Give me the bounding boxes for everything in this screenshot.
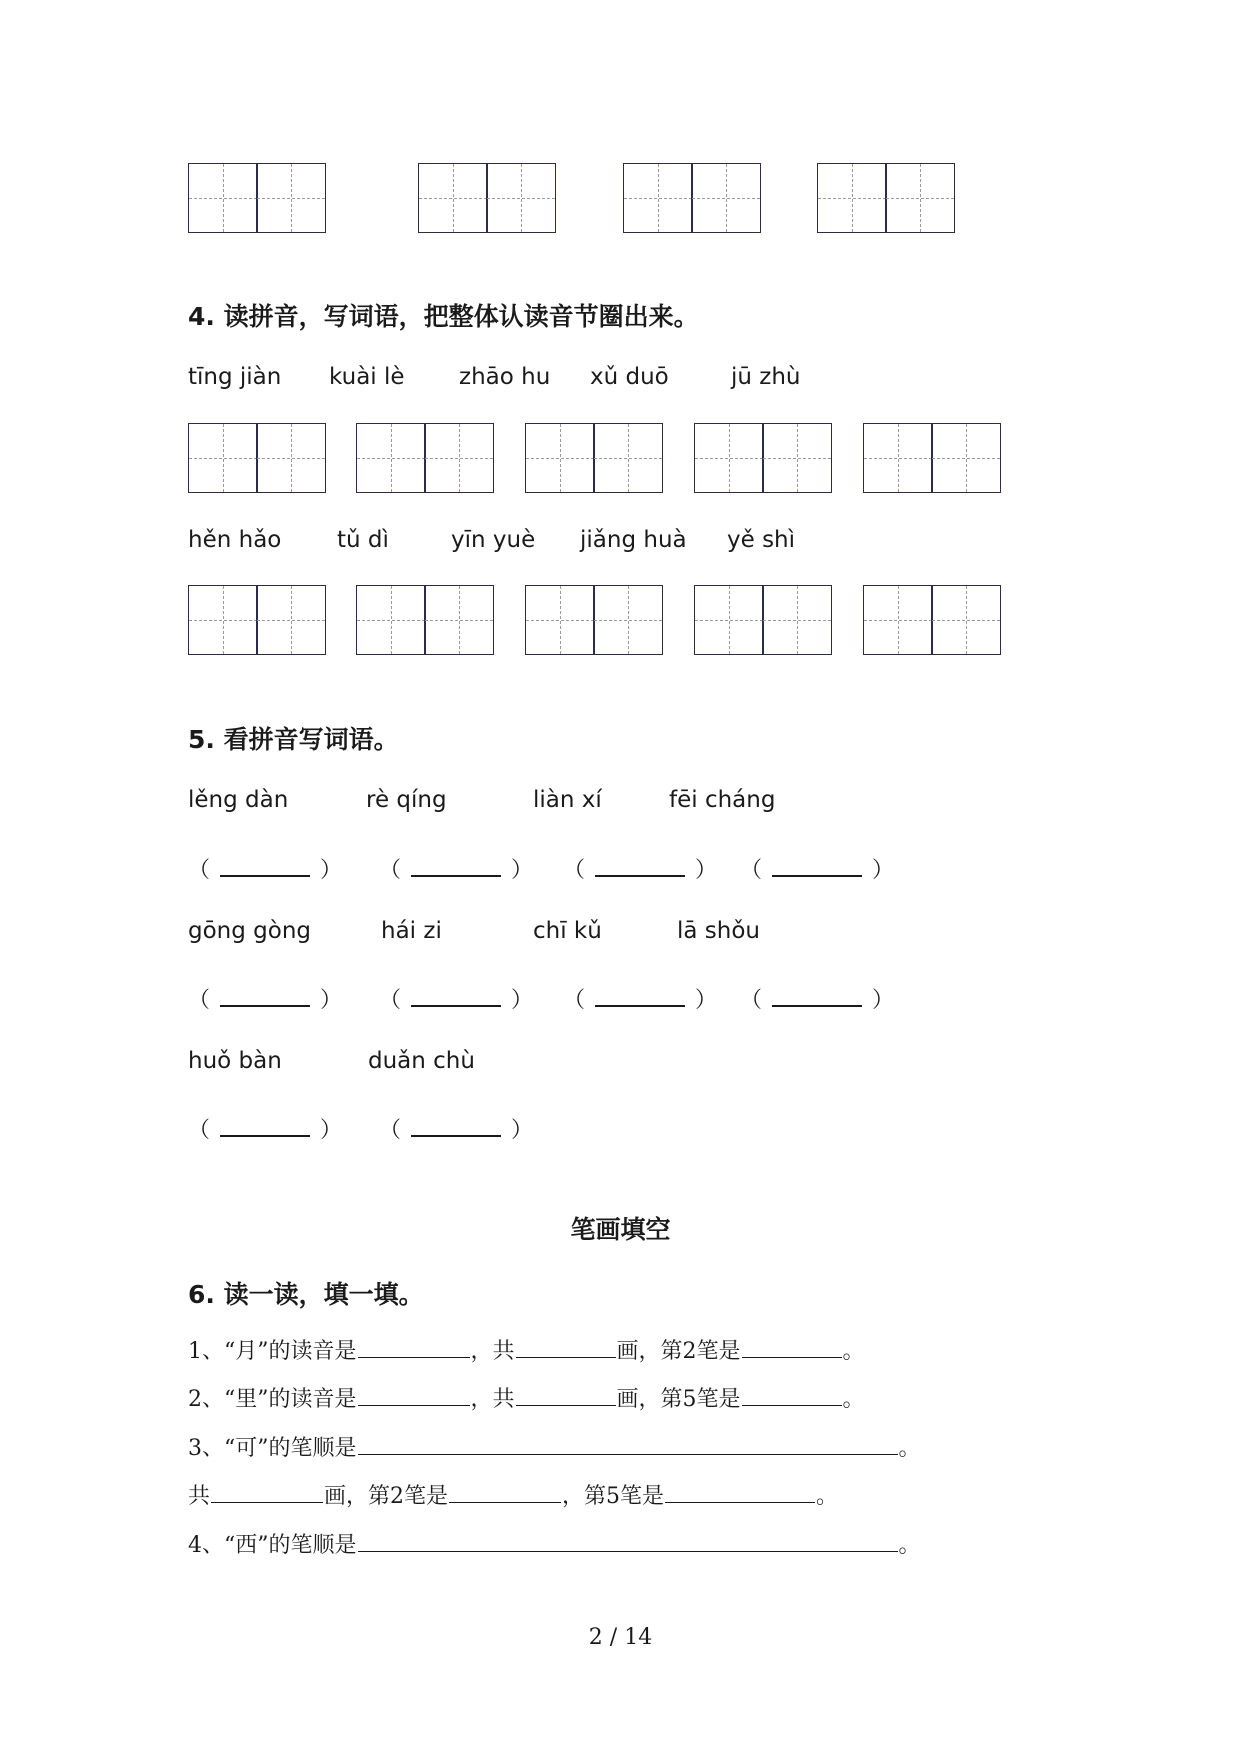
item-text: 1、“月”的读音是	[188, 1339, 357, 1364]
fill-blank[interactable]	[742, 1391, 842, 1406]
open-paren: （	[188, 1118, 211, 1143]
answer-blank[interactable]	[379, 983, 533, 1014]
answer-blank[interactable]	[188, 983, 342, 1014]
item-text: 。	[842, 1387, 865, 1412]
answer-line[interactable]	[411, 993, 501, 1007]
grid-cell[interactable]	[694, 423, 764, 493]
fill-blank[interactable]	[516, 1391, 616, 1406]
answer-line[interactable]	[772, 863, 862, 877]
grid-cell[interactable]	[931, 585, 1001, 655]
grid-cell[interactable]	[694, 585, 764, 655]
pinyin-word: chī kǔ	[533, 918, 602, 944]
open-paren: （	[563, 858, 586, 883]
tianzige-top-2[interactable]	[418, 163, 556, 233]
answer-blank[interactable]	[563, 853, 717, 884]
fill-blank[interactable]	[665, 1488, 815, 1503]
pinyin-word: kuài lè	[329, 364, 405, 390]
question-6-title: 6. 读一读，填一填。	[188, 1280, 424, 1309]
grid-cell[interactable]	[885, 163, 955, 233]
close-paren: ）	[695, 988, 718, 1013]
item-text: 共	[188, 1484, 211, 1509]
grid-cell[interactable]	[593, 585, 663, 655]
question-4-title: 4. 读拼音，写词语，把整体认读音节圈出来。	[188, 302, 699, 331]
grid-cell[interactable]	[188, 163, 258, 233]
answer-blank[interactable]	[740, 983, 894, 1014]
answer-line[interactable]	[595, 993, 685, 1007]
answer-blank[interactable]	[563, 983, 717, 1014]
close-paren: ）	[320, 858, 343, 883]
grid-cell[interactable]	[188, 423, 258, 493]
fill-blank[interactable]	[211, 1488, 323, 1503]
grid-cell[interactable]	[691, 163, 761, 233]
item-text: 画，第5笔是	[616, 1387, 741, 1412]
grid-cell[interactable]	[762, 585, 832, 655]
fill-blank[interactable]	[449, 1488, 561, 1503]
question-5-title: 5. 看拼音写词语。	[188, 725, 399, 754]
close-paren: ）	[320, 988, 343, 1013]
tianzige-q4-r1-1[interactable]	[188, 423, 326, 493]
tianzige-q4-r1-4[interactable]	[694, 423, 832, 493]
answer-line[interactable]	[411, 863, 501, 877]
answer-line[interactable]	[220, 1123, 310, 1137]
fill-item-3	[188, 1431, 921, 1462]
tianzige-q4-r1-2[interactable]	[356, 423, 494, 493]
answer-blank[interactable]	[188, 853, 342, 884]
item-text: 。	[816, 1484, 839, 1509]
grid-cell[interactable]	[817, 163, 887, 233]
pinyin-word: yě shì	[727, 527, 796, 553]
answer-line[interactable]	[220, 863, 310, 877]
fill-item-4	[188, 1528, 921, 1559]
grid-cell[interactable]	[188, 585, 258, 655]
grid-cell[interactable]	[863, 423, 933, 493]
close-paren: ）	[695, 858, 718, 883]
tianzige-top-3[interactable]	[623, 163, 761, 233]
grid-cell[interactable]	[356, 423, 426, 493]
answer-blank[interactable]	[379, 1113, 533, 1144]
tianzige-q4-r2-5[interactable]	[863, 585, 1001, 655]
pinyin-word: hái zi	[381, 918, 442, 944]
pinyin-word: fēi cháng	[669, 787, 776, 813]
grid-cell[interactable]	[424, 423, 494, 493]
close-paren: ）	[511, 988, 534, 1013]
grid-cell[interactable]	[486, 163, 556, 233]
fill-blank[interactable]	[516, 1343, 616, 1358]
pinyin-word: liàn xí	[533, 787, 602, 813]
page-number: 2 / 14	[588, 1625, 653, 1650]
item-text: 画，第2笔是	[324, 1484, 449, 1509]
item-text: ，共	[470, 1387, 515, 1412]
open-paren: （	[379, 1118, 402, 1143]
grid-cell[interactable]	[418, 163, 488, 233]
tianzige-top-4[interactable]	[817, 163, 955, 233]
pinyin-word: jiǎng huà	[580, 527, 687, 553]
pinyin-word: lěng dàn	[188, 787, 289, 813]
answer-line[interactable]	[772, 993, 862, 1007]
tianzige-q4-r1-5[interactable]	[863, 423, 1001, 493]
close-paren: ）	[872, 988, 895, 1013]
pinyin-word: gōng gòng	[188, 918, 312, 944]
grid-cell[interactable]	[525, 585, 595, 655]
pinyin-word: zhāo hu	[459, 364, 551, 390]
tianzige-top-1[interactable]	[188, 163, 326, 233]
pinyin-word: xǔ duō	[590, 364, 669, 390]
pinyin-word: tǔ dì	[337, 527, 389, 553]
fill-blank[interactable]	[742, 1343, 842, 1358]
pinyin-word: yīn yuè	[451, 527, 536, 553]
fill-blank[interactable]	[358, 1440, 898, 1455]
pinyin-word: rè qíng	[366, 787, 447, 813]
open-paren: （	[740, 988, 763, 1013]
item-text: 4、“西”的笔顺是	[188, 1533, 357, 1558]
tianzige-q4-r2-3[interactable]	[525, 585, 663, 655]
open-paren: （	[563, 988, 586, 1013]
grid-cell[interactable]	[256, 423, 326, 493]
fill-item-1	[188, 1334, 865, 1365]
fill-item-2	[188, 1382, 865, 1413]
open-paren: （	[379, 858, 402, 883]
answer-blank[interactable]	[740, 853, 894, 884]
pinyin-word: tīng jiàn	[188, 364, 282, 390]
open-paren: （	[379, 988, 402, 1013]
tianzige-q4-r1-3[interactable]	[525, 423, 663, 493]
item-text: ，第5笔是	[562, 1484, 665, 1509]
answer-line[interactable]	[220, 993, 310, 1007]
grid-cell[interactable]	[424, 585, 494, 655]
grid-cell[interactable]	[356, 585, 426, 655]
item-text: 3、“可”的笔顺是	[188, 1436, 357, 1461]
item-text: 2、“里”的读音是	[188, 1387, 357, 1412]
pinyin-word: lā shǒu	[677, 918, 761, 944]
fill-blank[interactable]	[358, 1537, 898, 1552]
fill-item-3-line-2	[188, 1479, 838, 1510]
grid-cell[interactable]	[863, 585, 933, 655]
grid-cell[interactable]	[931, 423, 1001, 493]
tianzige-q4-r2-1[interactable]	[188, 585, 326, 655]
pinyin-word: duǎn chù	[368, 1048, 475, 1074]
grid-cell[interactable]	[593, 423, 663, 493]
close-paren: ）	[872, 858, 895, 883]
fill-blank[interactable]	[358, 1343, 470, 1358]
item-text: ，共	[470, 1339, 515, 1364]
item-text: 。	[898, 1533, 921, 1558]
close-paren: ）	[511, 858, 534, 883]
pinyin-word: jū zhù	[731, 364, 801, 390]
answer-blank[interactable]	[379, 853, 533, 884]
grid-cell[interactable]	[623, 163, 693, 233]
tianzige-q4-r2-4[interactable]	[694, 585, 832, 655]
answer-blank[interactable]	[188, 1113, 342, 1144]
grid-cell[interactable]	[762, 423, 832, 493]
grid-cell[interactable]	[256, 163, 326, 233]
close-paren: ）	[320, 1118, 343, 1143]
answer-line[interactable]	[595, 863, 685, 877]
grid-cell[interactable]	[525, 423, 595, 493]
open-paren: （	[740, 858, 763, 883]
open-paren: （	[188, 858, 211, 883]
section-title: 笔画填空	[570, 1215, 671, 1244]
grid-cell[interactable]	[256, 585, 326, 655]
tianzige-q4-r2-2[interactable]	[356, 585, 494, 655]
pinyin-word: hěn hǎo	[188, 527, 282, 553]
pinyin-word: huǒ bàn	[188, 1048, 282, 1074]
close-paren: ）	[511, 1118, 534, 1143]
item-text: 。	[842, 1339, 865, 1364]
fill-blank[interactable]	[358, 1391, 470, 1406]
item-text: 画，第2笔是	[616, 1339, 741, 1364]
open-paren: （	[188, 988, 211, 1013]
answer-line[interactable]	[411, 1123, 501, 1137]
item-text: 。	[898, 1436, 921, 1461]
